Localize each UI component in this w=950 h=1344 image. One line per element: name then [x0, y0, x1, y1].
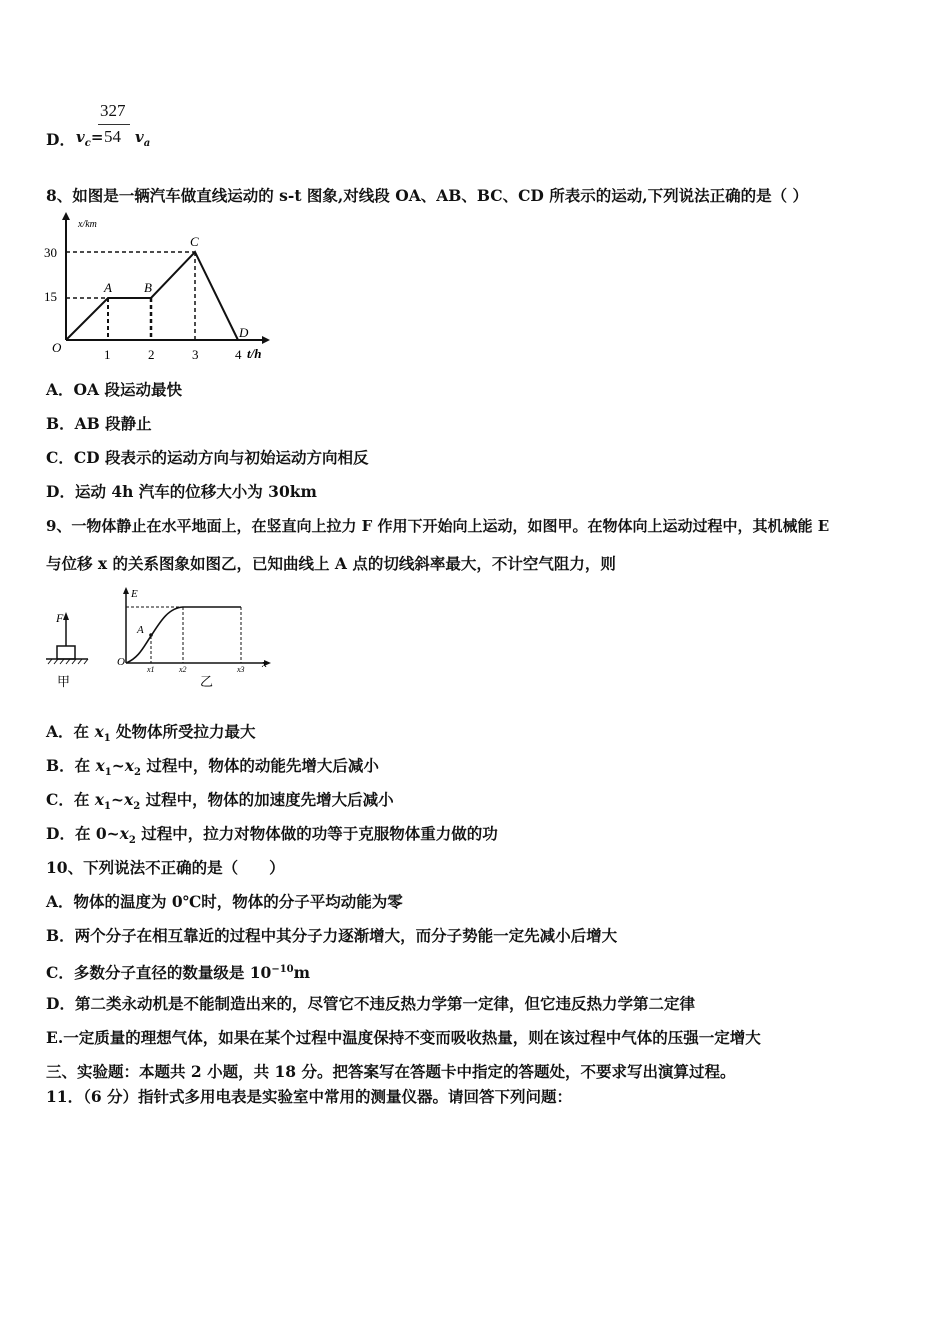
q10-option-e: E.一定质量的理想气体，如果在某个过程中温度保持不变而吸收热量，则在该过程中气体的压强一定增大 — [46, 1028, 761, 1047]
q8-ytick-30: 30 — [44, 245, 57, 260]
q9-xtick-3: x3 — [237, 665, 245, 674]
q9-x-label: x — [262, 658, 267, 670]
q8-st-graph — [40, 212, 270, 368]
q8-y-arrow — [62, 212, 70, 220]
q9-option-b: B．在 $x_1\sim x_2$ 过程中，物体的动能先增大后减小 — [46, 756, 379, 779]
q9-stem-line1: 9、一物体静止在水平地面上，在竖直向上拉力 F 作用下开始向上运动，如图甲。在物体向上运动过程中，其机械能 E — [46, 517, 830, 535]
q10-option-b: B．两个分子在相互靠近的过程中其分子力逐渐增大，而分子势能一定先减小后增大 — [46, 926, 618, 945]
q10-option-a: A．物体的温度为 0℃时，物体的分子平均动能为零 — [46, 892, 403, 911]
fraction-denominator: 54 — [104, 127, 121, 146]
q10-option-c: C．多数分子直径的数量级是 $10^{-10}m$ — [46, 963, 311, 983]
q7-option-d-label: D． — [46, 130, 75, 149]
q8-point-A: A — [104, 280, 112, 295]
q9-caption-jia: 甲 — [57, 674, 71, 689]
fraction-bar — [98, 124, 130, 125]
q9-block — [57, 646, 75, 659]
q8-option-d: D．运动 4h 汽车的位移大小为 30km — [46, 482, 317, 501]
q9-force-label: F — [56, 611, 64, 625]
q7-vc: $v_c=$ — [76, 128, 104, 149]
q8-point-D: D — [239, 325, 249, 340]
q9-xtick-2: x2 — [179, 665, 187, 674]
q8-option-a: A．OA 段运动最快 — [46, 380, 182, 399]
q8-xtick-2: 2 — [148, 347, 155, 362]
q9-figure-jia — [44, 606, 94, 690]
q9-option-d: D．在 $0\sim x_2$ 过程中，拉力对物体做的功等于克服物体重力做的功 — [46, 824, 498, 847]
fraction-numerator: 327 — [100, 101, 126, 120]
q8-option-c: C．CD 段表示的运动方向与初始运动方向相反 — [46, 448, 369, 467]
q9-point-A: A — [137, 624, 144, 636]
q9-option-c: C．在 $x_1\sim x_2$ 过程中，物体的加速度先增大后减小 — [46, 790, 394, 813]
q10-stem: 10、下列说法不正确的是（ ） — [46, 858, 285, 877]
q9-point-A-dot — [149, 633, 153, 637]
q8-ytick-15: 15 — [44, 289, 57, 304]
q9-stem-line2: 与位移 x 的关系图象如图乙，已知曲线上 A 点的切线斜率最大，不计空气阻力，则 — [46, 554, 616, 573]
q7-va: $v_a$ — [135, 128, 151, 149]
q8-xtick-4: 4 — [235, 347, 242, 362]
q9-figure-yi — [114, 586, 274, 690]
q10-option-d: D．第二类永动机是不能制造出来的，尽管它不违反热力学第一定律，但它违反热力学第二定律 — [46, 994, 695, 1013]
q8-option-b: B．AB 段静止 — [46, 414, 152, 433]
q8-x-label: t/h — [247, 346, 262, 361]
q8-xtick-1: 1 — [104, 347, 111, 362]
q8-y-label: x/km — [78, 219, 97, 230]
q9-option-a: A．在 $x_1$ 处物体所受拉力最大 — [46, 722, 256, 745]
q9-y-label: E — [131, 588, 138, 600]
q8-x-arrow — [262, 336, 270, 344]
q9-caption-yi: 乙 — [200, 674, 214, 689]
q8-stem: 8、如图是一辆汽车做直线运动的 s-t 图象,对线段 OA、AB、BC、CD 所表示的运动,下列说法正确的是（ ） — [46, 186, 809, 205]
q8-xtick-3: 3 — [192, 347, 199, 362]
q8-origin: O — [52, 340, 62, 355]
q11-stem: 11．（6 分）指针式多用电表是实验室中常用的测量仪器。请回答下列问题： — [46, 1087, 573, 1106]
q8-point-B: B — [144, 280, 152, 295]
q9-xtick-1: x1 — [147, 665, 155, 674]
q9-origin: O — [117, 656, 125, 668]
section-3-heading: 三、实验题：本题共 2 小题，共 18 分。把答案写在答题卡中指定的答题处，不要求写出演算过程。 — [46, 1062, 736, 1081]
q8-point-C: C — [190, 234, 199, 249]
